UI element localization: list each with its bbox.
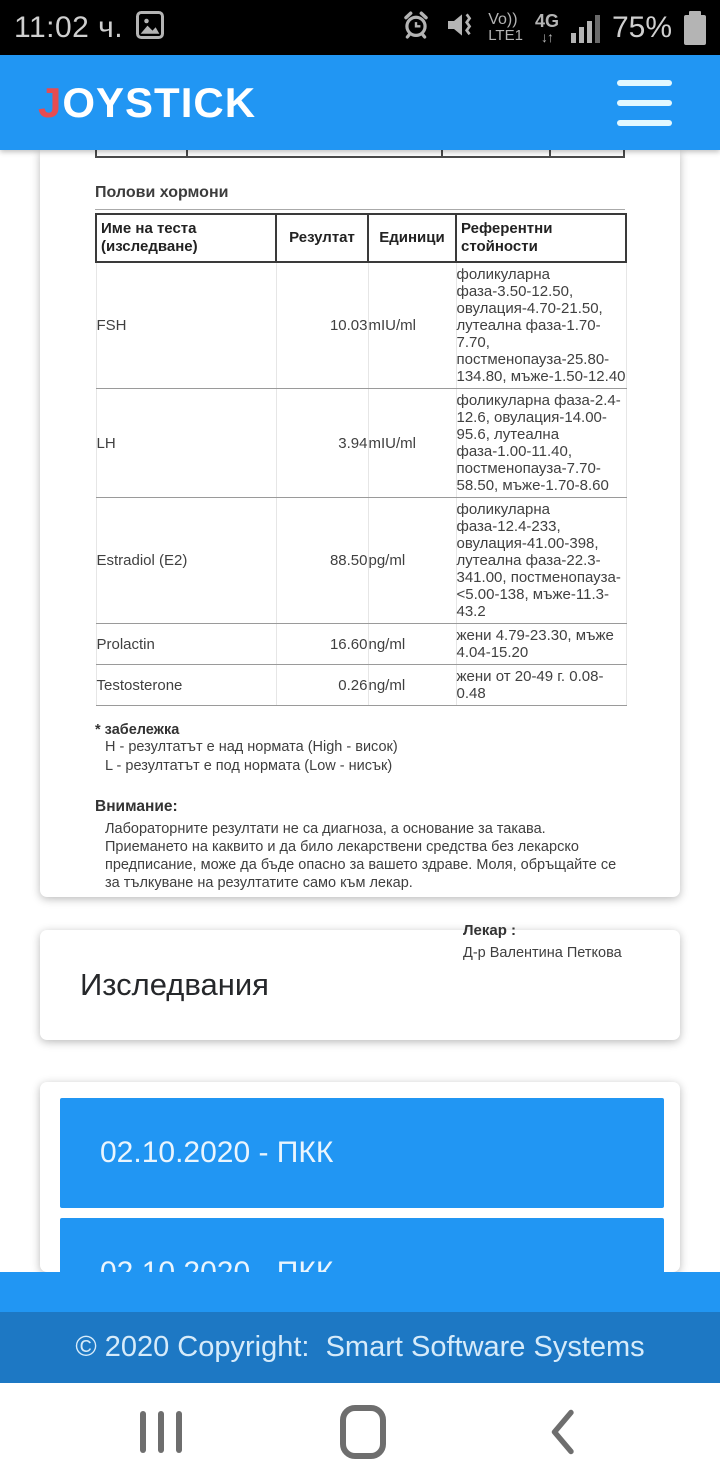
test-units: mIU/ml bbox=[368, 389, 456, 498]
page-content bbox=[0, 150, 720, 1272]
previous-table-edge bbox=[95, 150, 625, 158]
col-header-units: Единици bbox=[368, 214, 456, 262]
status-bar bbox=[0, 0, 720, 55]
test-name: Testosterone bbox=[96, 665, 276, 706]
volte-top-text: Vo)) bbox=[488, 10, 518, 28]
network-type-text: 4G bbox=[534, 10, 559, 31]
test-result: 3.94 bbox=[276, 389, 368, 498]
test-reference: жени от 20-49 г. 0.08-0.48 bbox=[456, 665, 626, 706]
test-name: Prolactin bbox=[96, 624, 276, 665]
test-units: pg/ml bbox=[368, 498, 456, 624]
test-result: 16.60 bbox=[276, 624, 368, 665]
gallery-icon bbox=[135, 10, 165, 45]
examination-button[interactable]: 02.10.2020 - ПКК bbox=[60, 1098, 664, 1208]
table-row bbox=[96, 262, 626, 389]
menu-icon[interactable] bbox=[617, 80, 672, 126]
examinations-title: Изследвания bbox=[80, 967, 269, 1002]
footer bbox=[0, 1312, 720, 1383]
test-result: 88.50 bbox=[276, 498, 368, 624]
recents-icon[interactable] bbox=[140, 1411, 182, 1453]
test-units: mIU/ml bbox=[368, 262, 456, 389]
app-header bbox=[0, 55, 720, 150]
col-header-reference: Референтни стойности bbox=[456, 214, 626, 262]
data-arrows-icon: ↓↑ bbox=[540, 28, 553, 45]
warning-title: Внимание: bbox=[95, 798, 178, 815]
table-row bbox=[96, 498, 626, 624]
test-units: ng/ml bbox=[368, 665, 456, 706]
status-bar-left bbox=[14, 10, 165, 45]
lab-results-card bbox=[40, 150, 680, 961]
vibrate-icon bbox=[444, 9, 476, 46]
back-icon[interactable] bbox=[544, 1405, 580, 1459]
android-nav-bar bbox=[0, 1383, 720, 1480]
table-header-row bbox=[96, 214, 626, 262]
results-table bbox=[95, 213, 627, 706]
battery-percent-text: 75% bbox=[611, 10, 672, 44]
home-icon[interactable] bbox=[340, 1405, 386, 1459]
test-name: LH bbox=[96, 389, 276, 498]
note-line-high: H - резултатът е над нормата (High - висок) bbox=[105, 739, 398, 755]
app-logo bbox=[38, 79, 256, 127]
test-units: ng/ml bbox=[368, 624, 456, 665]
section-title: Полови хормони bbox=[95, 184, 625, 210]
warning-text: Лабораторните резултати не са диагноза, а основание за такава. Приемането на каквито и да било лекарствени средства без лекарско предписание, може да бъде опасно за вашето здраве. Моля, обръщайте се за тълкуване на резултатите само към лекар. bbox=[105, 821, 617, 891]
volte-bottom-text: LTE1 bbox=[488, 27, 523, 44]
status-bar-right bbox=[400, 9, 706, 46]
doctor-label: Лекар : bbox=[463, 922, 517, 939]
signal-icon bbox=[571, 13, 600, 43]
footer-top-band bbox=[0, 1272, 720, 1312]
test-result: 0.26 bbox=[276, 665, 368, 706]
test-reference: жени 4.79-23.30, мъже 4.04-15.20 bbox=[456, 624, 626, 665]
network-indicator bbox=[535, 12, 559, 44]
table-row bbox=[96, 389, 626, 498]
logo-rest: OYSTICK bbox=[62, 78, 257, 126]
clock-text: 11:02 ч. bbox=[14, 10, 124, 44]
volte-indicator bbox=[488, 12, 523, 44]
logo-first-letter: J bbox=[38, 78, 63, 126]
test-reference: фоликуларна фаза-2.4-12.6, овулация-14.00-95.6, лутеална фаза-1.00-11.40, постменопауза-7.70-58.50, мъже-1.70-8.60 bbox=[456, 389, 626, 498]
table-row bbox=[96, 665, 626, 706]
test-reference: фоликуларна фаза-3.50-12.50, овулация-4.70-21.50, лутеална фаза-1.70-7.70, постменопауза-25.80-134.80, мъже-1.50-12.40 bbox=[456, 262, 626, 389]
battery-icon bbox=[684, 11, 706, 45]
doctor-name: Д-р Валентина Петкова bbox=[463, 945, 622, 961]
test-reference: фоликуларна фаза-12.4-233, овулация-41.00-398, лутеална фаза-22.3-341.00, постменопауза-<5.00-138, мъже-11.3-43.2 bbox=[456, 498, 626, 624]
table-row bbox=[96, 624, 626, 665]
alarm-icon bbox=[400, 9, 432, 46]
test-name: Estradiol (E2) bbox=[96, 498, 276, 624]
copyright-text: © 2020 Copyright: Smart Software Systems bbox=[75, 1331, 645, 1363]
note-line-low: L - резултатът е под нормата (Low - нисък) bbox=[105, 758, 393, 774]
col-header-test-name: Име на теста (изследване) bbox=[96, 214, 276, 262]
note-title: * забележка bbox=[95, 722, 180, 738]
test-result: 10.03 bbox=[276, 262, 368, 389]
examinations-list-card bbox=[40, 1082, 680, 1272]
test-name: FSH bbox=[96, 262, 276, 389]
col-header-result: Резултат bbox=[276, 214, 368, 262]
